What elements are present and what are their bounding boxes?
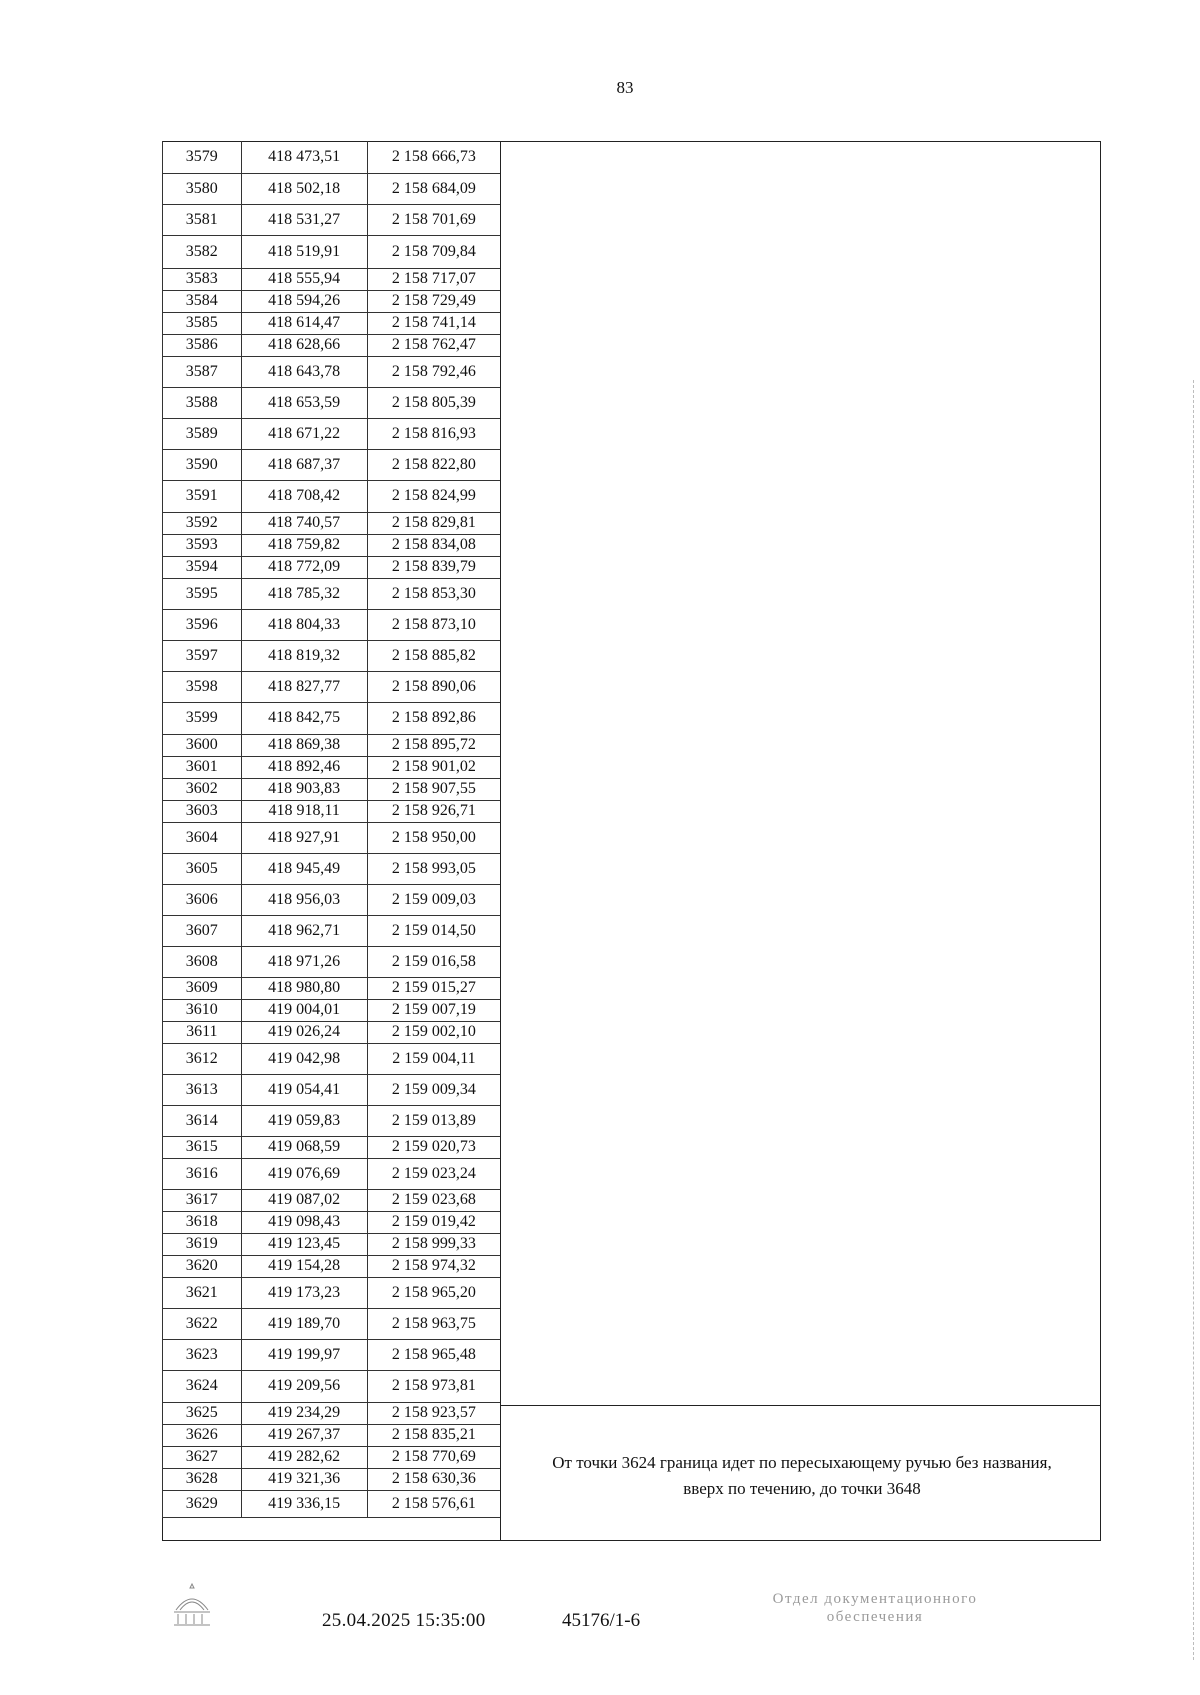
point-number-cell: 3602 xyxy=(163,778,242,800)
x-coordinate-cell: 419 054,41 xyxy=(241,1074,367,1105)
y-coordinate-cell: 2 159 009,03 xyxy=(367,884,500,915)
table-row xyxy=(163,1211,501,1233)
y-coordinate-cell: 2 158 963,75 xyxy=(367,1308,500,1339)
x-coordinate-cell: 419 173,23 xyxy=(241,1277,367,1308)
y-coordinate-cell: 2 158 729,49 xyxy=(367,290,500,312)
point-number-cell: 3628 xyxy=(163,1468,242,1490)
y-coordinate-cell: 2 159 016,58 xyxy=(367,946,500,977)
x-coordinate-cell: 418 628,66 xyxy=(241,334,367,356)
point-number-cell: 3626 xyxy=(163,1424,242,1446)
x-coordinate-cell: 419 068,59 xyxy=(241,1136,367,1158)
table-row xyxy=(163,141,501,173)
table-row xyxy=(163,1402,501,1424)
table-row xyxy=(163,1424,501,1446)
table-row xyxy=(163,702,501,734)
y-coordinate-cell: 2 158 709,84 xyxy=(367,235,500,268)
boundary-description-line-2: вверх по течению, до точки 3648 xyxy=(683,1479,921,1498)
table-row xyxy=(163,173,501,204)
table-row xyxy=(163,853,501,884)
x-coordinate-cell: 418 594,26 xyxy=(241,290,367,312)
table-row xyxy=(163,884,501,915)
y-coordinate-cell: 2 159 023,68 xyxy=(367,1189,500,1211)
x-coordinate-cell: 418 473,51 xyxy=(241,141,367,173)
x-coordinate-cell: 419 199,97 xyxy=(241,1339,367,1370)
y-coordinate-cell: 2 158 834,08 xyxy=(367,534,500,556)
y-coordinate-cell: 2 158 974,32 xyxy=(367,1255,500,1277)
x-coordinate-cell: 419 042,98 xyxy=(241,1043,367,1074)
y-coordinate-cell: 2 158 973,81 xyxy=(367,1370,500,1402)
table-row xyxy=(163,1490,501,1517)
y-coordinate-cell: 2 158 630,36 xyxy=(367,1468,500,1490)
stamp-line-1: Отдел документационного xyxy=(772,1591,978,1607)
table-row xyxy=(163,1339,501,1370)
table-row xyxy=(163,1255,501,1277)
point-number-cell: 3598 xyxy=(163,671,242,702)
y-coordinate-cell: 2 159 019,42 xyxy=(367,1211,500,1233)
y-coordinate-cell: 2 158 965,20 xyxy=(367,1277,500,1308)
x-coordinate-cell: 418 643,78 xyxy=(241,356,367,387)
stamp-line-2: обеспечения xyxy=(826,1609,924,1625)
y-coordinate-cell: 2 158 839,79 xyxy=(367,556,500,578)
scan-edge-marks xyxy=(1191,380,1194,1660)
x-coordinate-cell: 418 740,57 xyxy=(241,512,367,534)
point-number-cell: 3623 xyxy=(163,1339,242,1370)
table-row xyxy=(163,534,501,556)
x-coordinate-cell: 418 804,33 xyxy=(241,609,367,640)
y-coordinate-cell: 2 158 805,39 xyxy=(367,387,500,418)
column-divider xyxy=(500,141,501,1540)
y-coordinate-cell: 2 159 002,10 xyxy=(367,1021,500,1043)
footer-document-number: 45176/1-6 xyxy=(562,1610,641,1631)
y-coordinate-cell: 2 158 993,05 xyxy=(367,853,500,884)
point-number-cell: 3619 xyxy=(163,1233,242,1255)
x-coordinate-cell: 418 892,46 xyxy=(241,756,367,778)
table-row xyxy=(163,671,501,702)
x-coordinate-cell: 419 059,83 xyxy=(241,1105,367,1136)
table-row xyxy=(163,334,501,356)
coordinates-table xyxy=(162,141,501,1518)
x-coordinate-cell: 418 531,27 xyxy=(241,204,367,235)
table-row xyxy=(163,578,501,609)
x-coordinate-cell: 419 087,02 xyxy=(241,1189,367,1211)
point-number-cell: 3600 xyxy=(163,734,242,756)
point-number-cell: 3586 xyxy=(163,334,242,356)
x-coordinate-cell: 418 918,11 xyxy=(241,800,367,822)
table-row xyxy=(163,734,501,756)
y-coordinate-cell: 2 158 892,86 xyxy=(367,702,500,734)
table-row xyxy=(163,1468,501,1490)
table-row xyxy=(163,1189,501,1211)
emblem-logo xyxy=(170,1580,214,1630)
point-number-cell: 3594 xyxy=(163,556,242,578)
point-number-cell: 3592 xyxy=(163,512,242,534)
table-row xyxy=(163,312,501,334)
y-coordinate-cell: 2 158 999,33 xyxy=(367,1233,500,1255)
table-row xyxy=(163,1277,501,1308)
x-coordinate-cell: 418 971,26 xyxy=(241,946,367,977)
description-section-line xyxy=(500,1405,1100,1406)
y-coordinate-cell: 2 159 020,73 xyxy=(367,1136,500,1158)
table-row xyxy=(163,800,501,822)
y-coordinate-cell: 2 159 007,19 xyxy=(367,999,500,1021)
table-row xyxy=(163,556,501,578)
point-number-cell: 3590 xyxy=(163,449,242,480)
point-number-cell: 3616 xyxy=(163,1158,242,1189)
table-row xyxy=(163,418,501,449)
table-row xyxy=(163,512,501,534)
table-row xyxy=(163,449,501,480)
table-row xyxy=(163,1021,501,1043)
point-number-cell: 3609 xyxy=(163,977,242,999)
point-number-cell: 3629 xyxy=(163,1490,242,1517)
point-number-cell: 3621 xyxy=(163,1277,242,1308)
point-number-cell: 3620 xyxy=(163,1255,242,1277)
point-number-cell: 3622 xyxy=(163,1308,242,1339)
point-number-cell: 3580 xyxy=(163,173,242,204)
x-coordinate-cell: 419 123,45 xyxy=(241,1233,367,1255)
y-coordinate-cell: 2 159 023,24 xyxy=(367,1158,500,1189)
y-coordinate-cell: 2 158 741,14 xyxy=(367,312,500,334)
y-coordinate-cell: 2 158 684,09 xyxy=(367,173,500,204)
y-coordinate-cell: 2 158 829,81 xyxy=(367,512,500,534)
point-number-cell: 3614 xyxy=(163,1105,242,1136)
x-coordinate-cell: 418 956,03 xyxy=(241,884,367,915)
table-row xyxy=(163,1105,501,1136)
y-coordinate-cell: 2 158 824,99 xyxy=(367,480,500,512)
x-coordinate-cell: 418 759,82 xyxy=(241,534,367,556)
table-row xyxy=(163,915,501,946)
y-coordinate-cell: 2 158 923,57 xyxy=(367,1402,500,1424)
y-coordinate-cell: 2 158 965,48 xyxy=(367,1339,500,1370)
y-coordinate-cell: 2 159 015,27 xyxy=(367,977,500,999)
table-row xyxy=(163,977,501,999)
point-number-cell: 3596 xyxy=(163,609,242,640)
x-coordinate-cell: 418 980,80 xyxy=(241,977,367,999)
y-coordinate-cell: 2 159 009,34 xyxy=(367,1074,500,1105)
x-coordinate-cell: 418 869,38 xyxy=(241,734,367,756)
y-coordinate-cell: 2 158 816,93 xyxy=(367,418,500,449)
x-coordinate-cell: 419 209,56 xyxy=(241,1370,367,1402)
table-row xyxy=(163,1136,501,1158)
point-number-cell: 3579 xyxy=(163,141,242,173)
point-number-cell: 3588 xyxy=(163,387,242,418)
table-row xyxy=(163,640,501,671)
x-coordinate-cell: 419 076,69 xyxy=(241,1158,367,1189)
x-coordinate-cell: 418 927,91 xyxy=(241,822,367,853)
point-number-cell: 3610 xyxy=(163,999,242,1021)
y-coordinate-cell: 2 158 576,61 xyxy=(367,1490,500,1517)
table-row xyxy=(163,1233,501,1255)
y-coordinate-cell: 2 159 014,50 xyxy=(367,915,500,946)
y-coordinate-cell: 2 158 890,06 xyxy=(367,671,500,702)
x-coordinate-cell: 418 842,75 xyxy=(241,702,367,734)
y-coordinate-cell: 2 158 770,69 xyxy=(367,1446,500,1468)
x-coordinate-cell: 418 555,94 xyxy=(241,268,367,290)
x-coordinate-cell: 419 004,01 xyxy=(241,999,367,1021)
table-row xyxy=(163,778,501,800)
table-row xyxy=(163,387,501,418)
table-row xyxy=(163,609,501,640)
x-coordinate-cell: 418 945,49 xyxy=(241,853,367,884)
point-number-cell: 3611 xyxy=(163,1021,242,1043)
x-coordinate-cell: 419 154,28 xyxy=(241,1255,367,1277)
y-coordinate-cell: 2 158 907,55 xyxy=(367,778,500,800)
table-row xyxy=(163,946,501,977)
point-number-cell: 3604 xyxy=(163,822,242,853)
y-coordinate-cell: 2 158 701,69 xyxy=(367,204,500,235)
x-coordinate-cell: 418 772,09 xyxy=(241,556,367,578)
point-number-cell: 3591 xyxy=(163,480,242,512)
table-row xyxy=(163,822,501,853)
point-number-cell: 3589 xyxy=(163,418,242,449)
point-number-cell: 3581 xyxy=(163,204,242,235)
point-number-cell: 3624 xyxy=(163,1370,242,1402)
point-number-cell: 3583 xyxy=(163,268,242,290)
x-coordinate-cell: 419 026,24 xyxy=(241,1021,367,1043)
y-coordinate-cell: 2 158 895,72 xyxy=(367,734,500,756)
point-number-cell: 3627 xyxy=(163,1446,242,1468)
y-coordinate-cell: 2 158 853,30 xyxy=(367,578,500,609)
y-coordinate-cell: 2 158 901,02 xyxy=(367,756,500,778)
footer-datetime: 25.04.2025 15:35:00 xyxy=(322,1610,486,1631)
point-number-cell: 3607 xyxy=(163,915,242,946)
table-row xyxy=(163,1074,501,1105)
table-row xyxy=(163,268,501,290)
point-number-cell: 3595 xyxy=(163,578,242,609)
point-number-cell: 3601 xyxy=(163,756,242,778)
page-number: 83 xyxy=(616,78,634,97)
y-coordinate-cell: 2 158 822,80 xyxy=(367,449,500,480)
point-number-cell: 3599 xyxy=(163,702,242,734)
y-coordinate-cell: 2 158 950,00 xyxy=(367,822,500,853)
x-coordinate-cell: 418 827,77 xyxy=(241,671,367,702)
point-number-cell: 3625 xyxy=(163,1402,242,1424)
x-coordinate-cell: 419 336,15 xyxy=(241,1490,367,1517)
point-number-cell: 3617 xyxy=(163,1189,242,1211)
y-coordinate-cell: 2 159 004,11 xyxy=(367,1043,500,1074)
x-coordinate-cell: 418 687,37 xyxy=(241,449,367,480)
y-coordinate-cell: 2 158 792,46 xyxy=(367,356,500,387)
x-coordinate-cell: 418 614,47 xyxy=(241,312,367,334)
x-coordinate-cell: 418 671,22 xyxy=(241,418,367,449)
x-coordinate-cell: 418 708,42 xyxy=(241,480,367,512)
point-number-cell: 3618 xyxy=(163,1211,242,1233)
point-number-cell: 3582 xyxy=(163,235,242,268)
point-number-cell: 3612 xyxy=(163,1043,242,1074)
table-row xyxy=(163,1043,501,1074)
x-coordinate-cell: 419 189,70 xyxy=(241,1308,367,1339)
point-number-cell: 3585 xyxy=(163,312,242,334)
y-coordinate-cell: 2 158 885,82 xyxy=(367,640,500,671)
table-row xyxy=(163,235,501,268)
boundary-description xyxy=(504,1450,1100,1502)
x-coordinate-cell: 419 282,62 xyxy=(241,1446,367,1468)
y-coordinate-cell: 2 158 926,71 xyxy=(367,800,500,822)
table-row xyxy=(163,1158,501,1189)
y-coordinate-cell: 2 159 013,89 xyxy=(367,1105,500,1136)
x-coordinate-cell: 418 519,91 xyxy=(241,235,367,268)
y-coordinate-cell: 2 158 835,21 xyxy=(367,1424,500,1446)
table-row xyxy=(163,999,501,1021)
boundary-description-line-1: От точки 3624 граница идет по пересыхающему ручью без названия, xyxy=(552,1453,1052,1472)
coordinates-table-body xyxy=(163,141,501,1517)
point-number-cell: 3597 xyxy=(163,640,242,671)
x-coordinate-cell: 418 903,83 xyxy=(241,778,367,800)
y-coordinate-cell: 2 158 717,07 xyxy=(367,268,500,290)
table-row xyxy=(163,1308,501,1339)
point-number-cell: 3608 xyxy=(163,946,242,977)
table-row xyxy=(163,356,501,387)
x-coordinate-cell: 418 785,32 xyxy=(241,578,367,609)
table-row xyxy=(163,204,501,235)
x-coordinate-cell: 418 653,59 xyxy=(241,387,367,418)
x-coordinate-cell: 418 819,32 xyxy=(241,640,367,671)
y-coordinate-cell: 2 158 762,47 xyxy=(367,334,500,356)
point-number-cell: 3613 xyxy=(163,1074,242,1105)
x-coordinate-cell: 419 234,29 xyxy=(241,1402,367,1424)
x-coordinate-cell: 419 321,36 xyxy=(241,1468,367,1490)
x-coordinate-cell: 419 098,43 xyxy=(241,1211,367,1233)
x-coordinate-cell: 419 267,37 xyxy=(241,1424,367,1446)
point-number-cell: 3587 xyxy=(163,356,242,387)
point-number-cell: 3605 xyxy=(163,853,242,884)
y-coordinate-cell: 2 158 666,73 xyxy=(367,141,500,173)
table-row xyxy=(163,756,501,778)
department-stamp xyxy=(740,1590,1010,1626)
table-row xyxy=(163,480,501,512)
point-number-cell: 3584 xyxy=(163,290,242,312)
y-coordinate-cell: 2 158 873,10 xyxy=(367,609,500,640)
x-coordinate-cell: 418 962,71 xyxy=(241,915,367,946)
table-row xyxy=(163,1446,501,1468)
point-number-cell: 3593 xyxy=(163,534,242,556)
point-number-cell: 3615 xyxy=(163,1136,242,1158)
point-number-cell: 3603 xyxy=(163,800,242,822)
table-row xyxy=(163,1370,501,1402)
table-row xyxy=(163,290,501,312)
point-number-cell: 3606 xyxy=(163,884,242,915)
x-coordinate-cell: 418 502,18 xyxy=(241,173,367,204)
